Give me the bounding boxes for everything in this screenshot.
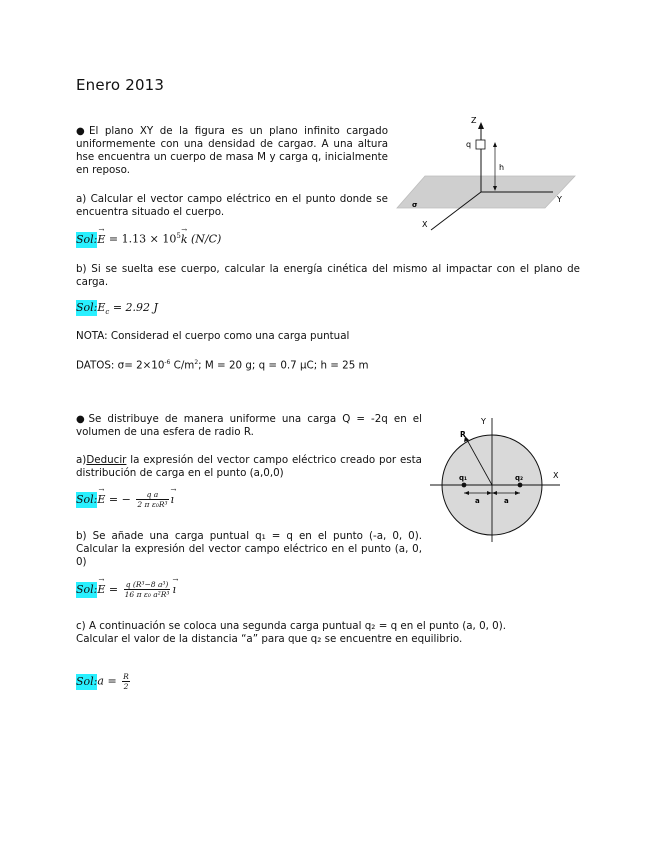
part-a-prefix: a) bbox=[76, 454, 87, 466]
sol-label: Sol: bbox=[76, 232, 98, 246]
problem1-nota: NOTA: Considerad el cuerpo como una carga puntual bbox=[76, 330, 350, 342]
bullet-icon: ● bbox=[76, 414, 88, 425]
z-arrow-icon bbox=[478, 122, 484, 129]
sol-label: Sol: bbox=[76, 492, 98, 506]
q2-label: q₂ bbox=[515, 474, 524, 482]
sol-c-denominator: 2 bbox=[123, 682, 129, 691]
bullet-icon: ● bbox=[76, 126, 88, 137]
y-label: Y bbox=[481, 417, 486, 426]
datos-exp2: 2 bbox=[194, 359, 199, 366]
datos-mid: C/m bbox=[170, 359, 195, 372]
sol-a-units: (N/C) bbox=[190, 232, 222, 246]
problem1-solution-b: $Sol:E_c = 2.92$ J bbox=[76, 301, 158, 317]
datos-rest: ; M = 20 g; q = 0.7 µC; h = 25 m bbox=[198, 359, 369, 372]
problem1-intro bbox=[76, 125, 388, 177]
sol-a-exp: 5 bbox=[176, 232, 181, 240]
q1-label: q₁ bbox=[459, 474, 468, 482]
y-label: Y bbox=[557, 195, 562, 204]
charged-body bbox=[476, 140, 485, 149]
problem1-part-b: b) Si se suelta ese cuerpo, calcular la energía cinética del mismo al impactar con el plano de carga. bbox=[76, 263, 580, 288]
page-title: Enero 2013 bbox=[76, 76, 165, 94]
q-label: q bbox=[466, 140, 472, 149]
problem1-intro-text: El plano XY de la figura es un plano infinito cargado uniformemente con una densidad de cargaσ. A una altura hse encuentra un cuerpo de masa M y carga q, inicialmente en reposo. bbox=[76, 125, 388, 176]
h-label: h bbox=[499, 163, 505, 172]
part-a-rest: la expresión del vector campo eléctrico creado por esta distribución de carga en el punto (a,0,0) bbox=[76, 454, 422, 479]
sol-label: Sol: bbox=[76, 582, 98, 596]
charged-plane-figure bbox=[395, 112, 580, 237]
problem1-part-a: a) Calcular el vector campo eléctrico en el punto donde se encuentra situado el cuerpo. bbox=[76, 193, 388, 218]
sol-label: Sol: bbox=[76, 301, 98, 314]
a-right-label: a bbox=[504, 497, 509, 505]
problem2-solution-b: Sol:→ E = $\frac{\text{q (R³−8 a³)}}{\text{16 π ε₀ a²R³}}$ → ı bbox=[76, 580, 176, 599]
datos-exp: -6 bbox=[164, 359, 171, 366]
problem2-solution-c: Sol:a = $\frac{R}{2}$ bbox=[76, 672, 129, 691]
problem2-solution-a: Sol:→ E = − $\frac{\text{q a}}{\text{2 π ε₀R³}}$ → ı bbox=[76, 490, 174, 509]
problem2-intro-text: Se distribuye de manera uniforme una carga Q = -2q en el volumen de una esfera de radio R. bbox=[76, 413, 422, 438]
charge-q1 bbox=[462, 483, 467, 488]
sol-c-numerator: R bbox=[123, 672, 129, 681]
x-label: X bbox=[422, 220, 428, 229]
datos-prefix: DATOS: σ= 2×10 bbox=[76, 359, 165, 372]
problem1-solution-a: Sol:→ $E = 1.13 \times 10^5\to k$ (N/C) bbox=[76, 232, 221, 246]
sol-b-denominator: 16 π ε₀ a²R³ bbox=[124, 590, 170, 599]
sphere-figure bbox=[428, 410, 568, 545]
x-label: X bbox=[553, 471, 559, 480]
sol-label: Sol: bbox=[76, 674, 98, 688]
sol-a-denominator: 2 π ε₀R³ bbox=[137, 500, 168, 509]
sol-b-numerator: q (R³−8 a³) bbox=[124, 580, 171, 590]
r-label: R bbox=[460, 430, 466, 439]
sol-b-value: = 2.92 J bbox=[112, 301, 158, 314]
z-label: Z bbox=[471, 116, 477, 125]
sigma-label: σ bbox=[412, 201, 418, 209]
sol-a-value: = 1.13 × 10 bbox=[108, 232, 177, 246]
h-arrow-top-icon bbox=[493, 142, 497, 147]
problem2-part-b: b) Se añade una carga puntual q₁ = q en el punto (-a, 0, 0). Calcular la expresión del vector campo eléctrico en el punto (a, 0, 0) bbox=[76, 530, 422, 568]
problem2-intro bbox=[76, 413, 422, 439]
problem2-part-c: c) A continuación se coloca una segunda carga puntual q₂ = q en el punto (a, 0, 0). Calcular el valor de la distancia “a” para que q₂ se encuentre en equilibrio. bbox=[76, 620, 507, 645]
sol-a-numerator: q a bbox=[136, 490, 168, 500]
a-left-label: a bbox=[475, 497, 480, 505]
problem2-part-a bbox=[76, 454, 422, 480]
charge-q2 bbox=[518, 483, 523, 488]
part-a-deducir: Deducir bbox=[86, 454, 127, 466]
problem1-datos bbox=[76, 356, 580, 372]
